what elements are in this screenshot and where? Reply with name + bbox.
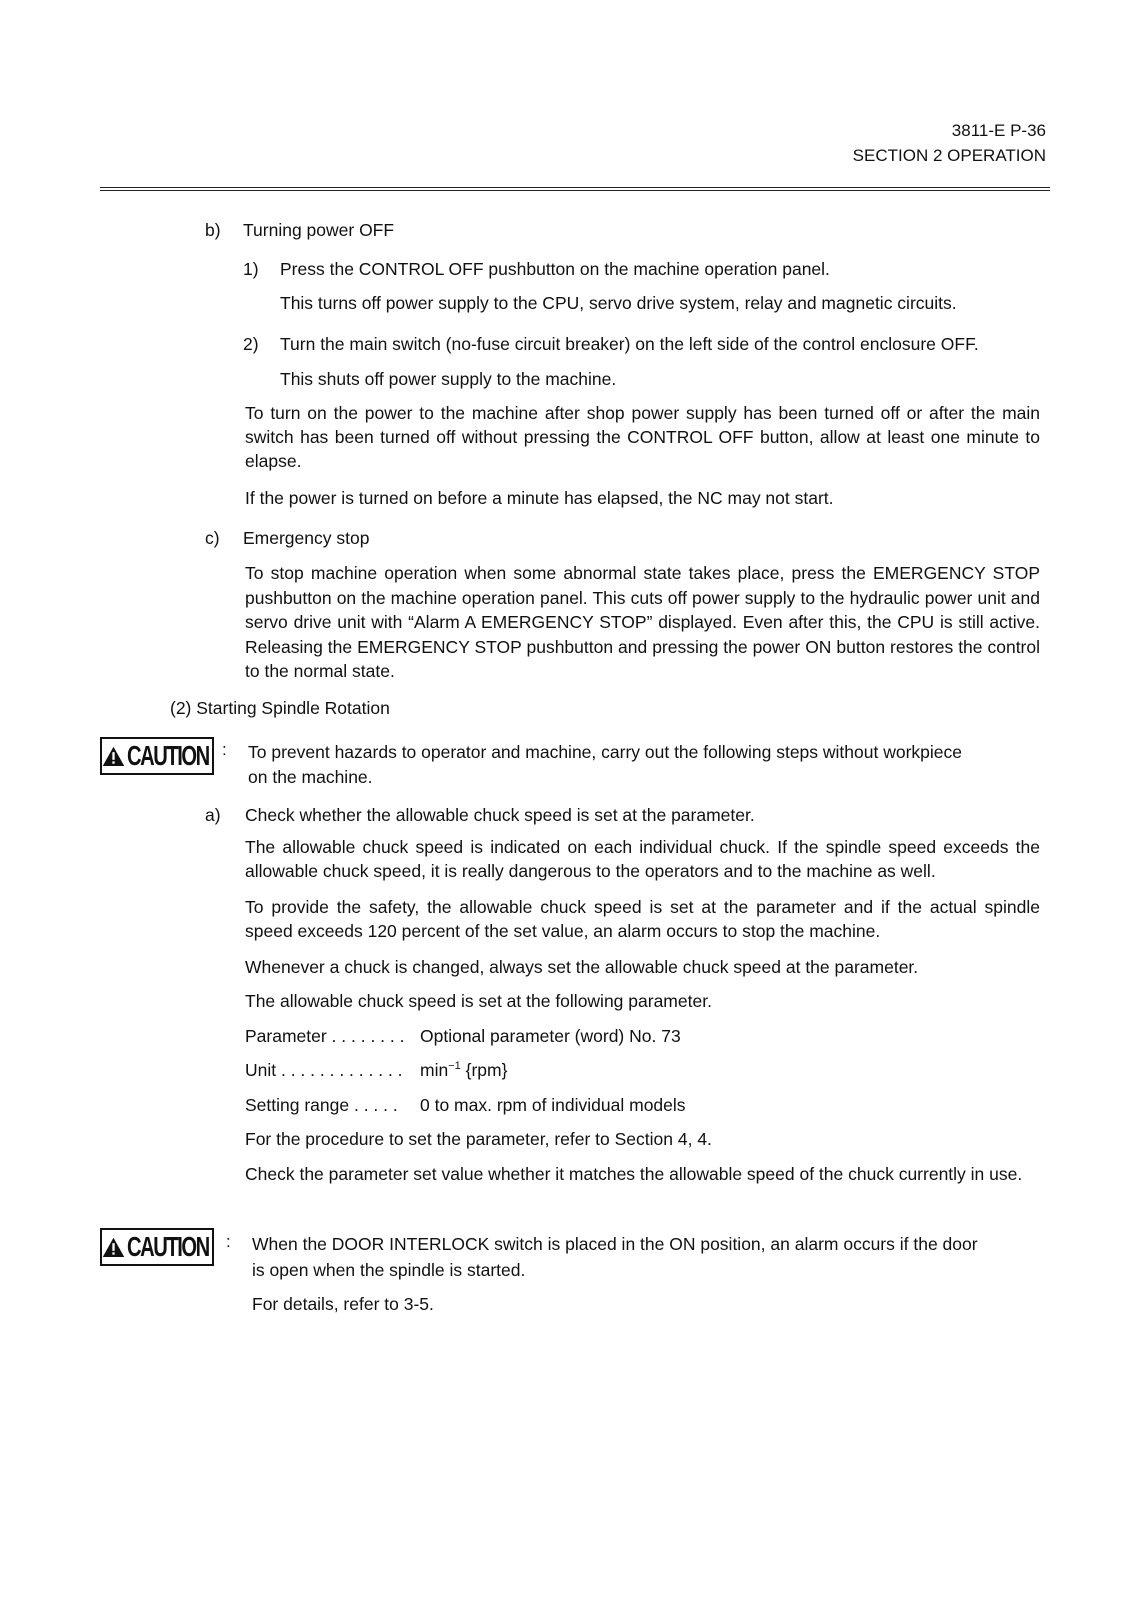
parameter-value: Optional parameter (word) No. 73 (420, 1026, 681, 1046)
item-title-a: Check whether the allowable chuck speed is set at the parameter. (245, 805, 755, 825)
item-title-b: Turning power OFF (243, 220, 395, 240)
procedure-reference: For the procedure to set the parameter, refer to Section 4, 4. (245, 1129, 712, 1149)
setting-range-value: 0 to max. rpm of individual models (420, 1095, 686, 1115)
chuck-speed-paragraph-1: The allowable chuck speed is indicated on each individual chuck. If the spindle speed exceeds the allowable chuck speed, it is really dangerous to the operators and to the machine as well. (245, 837, 1040, 881)
step-number-2: 2) (243, 334, 259, 354)
caution-colon-2: : (226, 1232, 231, 1251)
step-text-2: Turn the main switch (no-fuse circuit breaker) on the left side of the control enclosure OFF. (280, 334, 979, 354)
caution-text-2-line2: is open when the spindle is started. (252, 1260, 526, 1280)
chuck-speed-paragraph-4: The allowable chuck speed is set at the following parameter. (245, 991, 712, 1011)
subsection-title: (2) Starting Spindle Rotation (170, 698, 390, 718)
item-title-c: Emergency stop (243, 528, 370, 548)
header-rule (100, 187, 1050, 191)
item-label-b: b) (205, 220, 221, 240)
caution-label-2 (100, 1228, 214, 1266)
setting-range-key: Setting range . . . . . (245, 1095, 398, 1115)
section-title: SECTION 2 OPERATION (852, 146, 1046, 165)
unit-value: $\min^{-1} \{rpm\}$ (420, 1060, 508, 1080)
warning-triangle-icon (102, 742, 125, 770)
caution-text-1-line1: To prevent hazards to operator and machine, carry out the following steps without workpiece (248, 742, 962, 762)
step-number-1: 1) (243, 259, 259, 279)
caution-label-1 (100, 737, 214, 775)
power-on-warning: If the power is turned on before a minute has elapsed, the NC may not start. (245, 488, 834, 508)
step-text-1: Press the CONTROL OFF pushbutton on the machine operation panel. (280, 259, 830, 279)
step-note-1: This turns off power supply to the CPU, servo drive system, relay and magnetic circuits. (280, 293, 957, 313)
caution-word: CAUTION (127, 740, 209, 771)
document-page-number: 3811-E P-36 (951, 121, 1046, 140)
chuck-speed-paragraph-2: To provide the safety, the allowable chuck speed is set at the parameter and if the actual spindle speed exceeds 120 percent of the set value, an alarm occurs to stop the machine. (245, 897, 1040, 941)
emergency-stop-text: To stop machine operation when some abnormal state takes place, press the EMERGENCY STOP pushbutton on the machine operation panel. This cuts off power supply to the hydraulic power unit and servo drive unit with “Alarm A EMERGENCY STOP” displayed. Even after this, the CPU is still active. Releasing the EMERGENCY STOP pushbutton and pressing the power ON button restores the control to the normal state. (245, 563, 1040, 681)
parameter-key: Parameter . . . . . . . . (245, 1026, 405, 1046)
unit-key: Unit . . . . . . . . . . . . . (245, 1060, 403, 1080)
caution-colon-1: : (222, 740, 227, 759)
caution-text-2-line1: When the DOOR INTERLOCK switch is placed in the ON position, an alarm occurs if the door (252, 1234, 978, 1254)
power-on-note: To turn on the power to the machine after shop power supply has been turned off or after the main switch has been turned off without pressing the CONTROL OFF button, allow at least one minute to elapse. (245, 403, 1040, 471)
caution-text-2-line3: For details, refer to 3-5. (252, 1294, 434, 1314)
chuck-speed-paragraph-3: Whenever a chuck is changed, always set the allowable chuck speed at the parameter. (245, 957, 919, 977)
caution-word: CAUTION (127, 1231, 209, 1262)
caution-text-1-line2: on the machine. (248, 767, 373, 787)
step-note-2: This shuts off power supply to the machine. (280, 369, 617, 389)
item-label-a: a) (205, 805, 221, 825)
check-parameter-paragraph: Check the parameter set value whether it matches the allowable speed of the chuck currently in use. (245, 1164, 1023, 1184)
warning-triangle-icon (102, 1233, 125, 1261)
item-label-c: c) (205, 528, 220, 548)
